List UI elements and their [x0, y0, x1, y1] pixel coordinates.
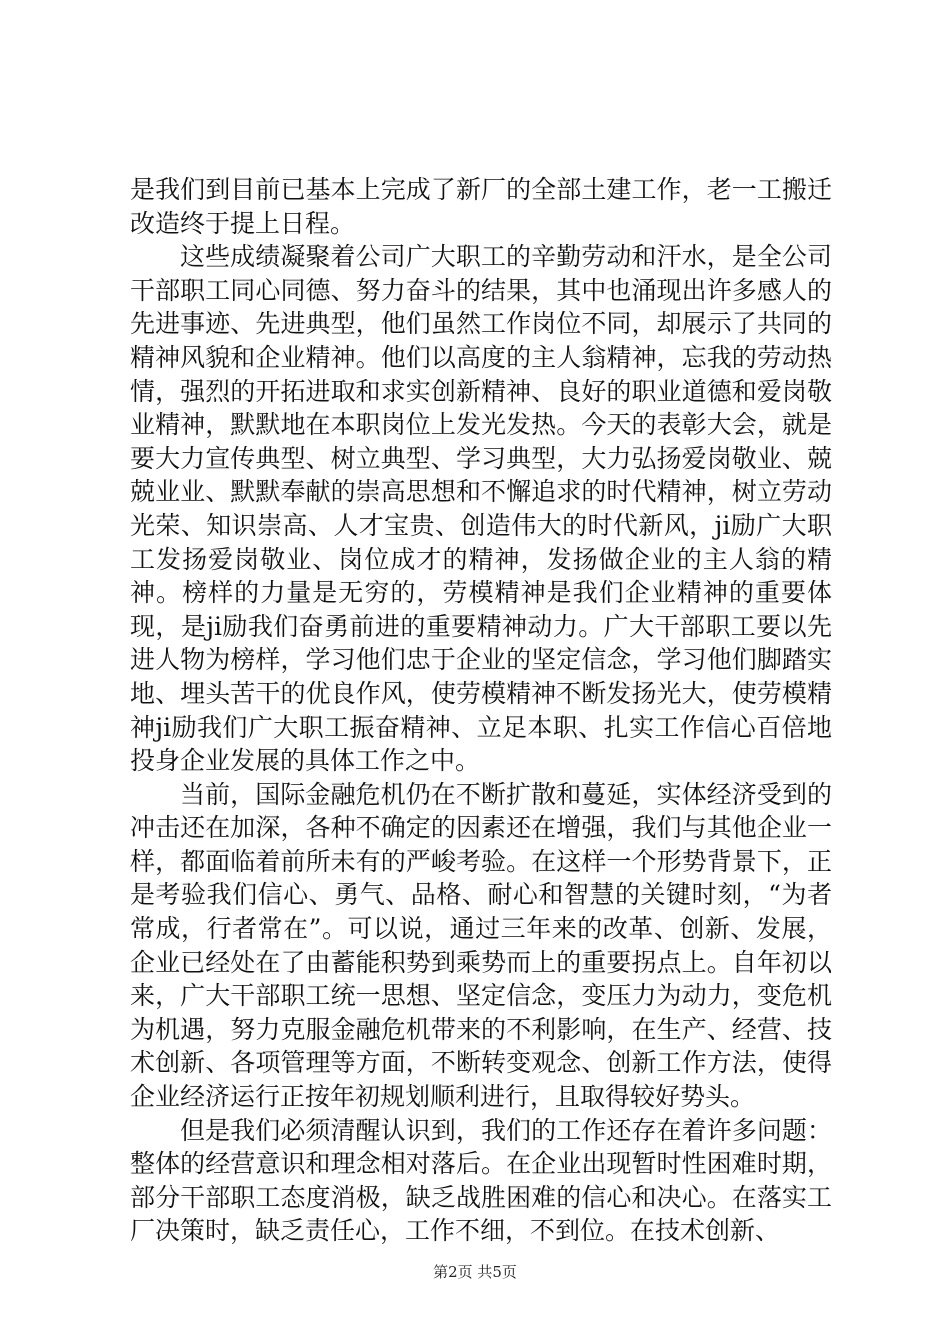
- paragraph-problems: 但是我们必须清醒认识到，我们的工作还存在着许多问题：整体的经营意识和理念相对落后。在企业出现暂时性困难时期，部分干部职工态度消极，缺乏战胜困难的信心和决心。在落实工厂决策时，缺乏责任心，工作不细，不到位。在技术创新、: [130, 1115, 832, 1246]
- page-number-footer: 第2页 共5页: [433, 1263, 517, 1281]
- paragraph-financial-crisis: 当前，国际金融危机仍在不断扩散和蔓延，实体经济受到的冲击还在加深，各种不确定的因素还在增强，我们与其他企业一样，都面临着前所未有的严峻考验。在这样一个形势背景下，正是考验我们信心、勇气、品格、耐心和智慧的关键时刻，“为者常成，行者常在”。可以说，通过三年来的改革、创新、发展，企业已经处在了由蓄能积势到乘势而上的重要拐点上。自年初以来，广大干部职工统一思想、坚定信念，变压力为动力，变危机为机遇，努力克服金融危机带来的不利影响，在生产、经营、技术创新、各项管理等方面，不断转变观念、创新工作方法，使得企业经济运行正按年初规划顺利进行，且取得较好势头。: [130, 779, 832, 1112]
- paragraph-achievements: 这些成绩凝聚着公司广大职工的辛勤劳动和汗水，是全公司干部职工同心同德、努力奋斗的结果，其中也涌现出许多感人的先进事迹、先进典型，他们虽然工作岗位不同，却展示了共同的精神风貌和企业精神。他们以高度的主人翁精神，忘我的劳动热情，强烈的开拓进取和求实创新精神、良好的职业道德和爱岗敬业精神，默默地在本职岗位上发光发热。今天的表彰大会，就是要大力宣传典型、树立典型、学习典型，大力弘扬爱岗敬业、兢兢业业、默默奉献的崇高思想和不懈追求的时代精神，树立劳动光荣、知识崇高、人才宝贵、创造伟大的时代新风，ji励广大职工发扬爱岗敬业、岗位成才的精神，发扬做企业的主人翁的精神。榜样的力量是无穷的，劳模精神是我们企业精神的重要体现，是ji励我们奋勇前进的重要精神动力。广大干部职工要以先进人物为榜样，学习他们忠于企业的坚定信念，学习他们脚踏实地、埋头苦干的优良作风，使劳模精神不断发扬光大，使劳模精神ji励我们广大职工振奋精神、立足本职、扎实工作信心百倍地投身企业发展的具体工作之中。: [130, 242, 832, 776]
- document-body: [130, 173, 832, 1248]
- paragraph-continuation: 是我们到目前已基本上完成了新厂的全部土建工作，老一工搬迁改造终于提上日程。: [130, 175, 832, 238]
